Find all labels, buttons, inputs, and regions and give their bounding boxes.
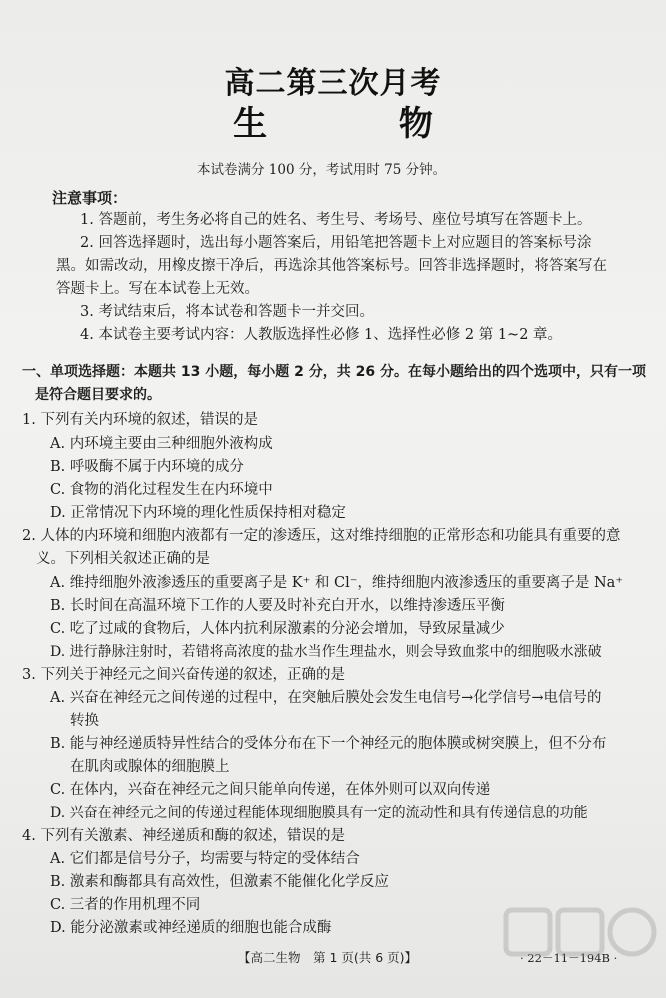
question-3-option-b-cont: 在肌肉或腺体的细胞膜上 [70,759,230,775]
question-4-option-b: B. 激素和酶都具有高效性，但激素不能催化化学反应 [50,874,389,890]
question-2-option-c: C. 吃了过咸的食物后，人体内抗利尿激素的分泌会增加，导致尿量减少 [50,621,505,637]
notice-heading: 注意事项： [52,189,128,207]
question-2-stem-cont: 义。下列相关叙述正确的是 [36,551,210,567]
page-footer: 【高二生物 第 1 页(共 6 页)】 [238,950,418,965]
notice-line: 黑。如需改动，用橡皮擦干净后，再选涂其他答案标号。回答非选择题时，将答案写在 [56,258,607,274]
notice-line: 1. 答题前，考生务必将自己的姓名、考生号、考场号、座位号填写在答题卡上。 [80,212,592,228]
question-1-option-d: D. 正常情况下内环境的理化性质保持相对稳定 [50,505,346,521]
question-3-option-c: C. 在体内，兴奋在神经元之间只能单向传递，在体外则可以双向传递 [50,782,491,798]
exam-info: 本试卷满分 100 分，考试用时 75 分钟。 [197,162,447,178]
question-1-option-a: A. 内环境主要由三种细胞外液构成 [50,436,273,452]
question-4-option-a: A. 它们都是信号分子，均需要与特定的受体结合 [50,851,360,867]
watermark-logo [500,900,660,970]
question-4-stem: 4. 下列有关激素、神经递质和酶的叙述，错误的是 [22,828,345,844]
question-3-option-b: B. 能与神经递质特异性结合的受体分布在下一个神经元的胞体膜或树突膜上，但不分布 [50,736,607,752]
section-heading: 一、单项选择题：本题共 13 小题，每小题 2 分，共 26 分。在每小题给出的四个选项中，只有一项 [22,364,646,380]
question-2-stem: 2. 人体的内环境和细胞内液都有一定的渗透压，这对维持细胞的正常形态和功能具有重要的意 [22,528,621,544]
subject-title: 生 物 [233,104,493,144]
question-4-option-c: C. 三者的作用机理不同 [50,897,201,913]
notice-line: 2. 回答选择题时，选出每小题答案后，用铅笔把答题卡上对应题目的答案标号涂 [80,235,592,251]
question-1-option-c: C. 食物的消化过程发生在内环境中 [50,482,273,498]
notice-line: 4. 本试卷主要考试内容：人教版选择性必修 1、选择性必修 2 第 1~2 章。 [80,327,563,343]
question-3-option-a-cont: 转换 [70,713,99,729]
watermark-icon [500,900,660,970]
question-2-option-a: A. 维持细胞外液渗透压的重要离子是 K⁺ 和 Cl⁻，维持细胞内液渗透压的重要离子是 Na⁺ [50,575,623,591]
question-3-option-d: D. 兴奋在神经元之间的传递过程能体现细胞膜具有一定的流动性和具有传递信息的功能 [50,805,588,821]
exam-title: 高二第三次月考 [224,66,442,101]
notice-line: 3. 考试结束后，将本试卷和答题卡一并交回。 [80,304,374,320]
question-3-stem: 3. 下列关于神经元之间兴奋传递的叙述，正确的是 [22,667,345,683]
section-heading-cont: 是符合题目要求的。 [35,387,161,403]
question-2-option-b: B. 长时间在高温环境下工作的人要及时补充白开水，以维持渗透压平衡 [50,598,505,614]
exam-code: · 22－11－194B · [520,951,618,965]
question-1-stem: 1. 下列有关内环境的叙述，错误的是 [22,412,258,428]
notice-line: 答题卡上。写在本试卷上无效。 [56,281,259,297]
question-2-option-d: D. 进行静脉注射时，若错将高浓度的盐水当作生理盐水，则会导致血浆中的细胞吸水涨破 [50,644,602,660]
question-3-option-a: A. 兴奋在神经元之间传递的过程中，在突触后膜处会发生电信号→化学信号→电信号的 [50,690,602,706]
question-4-option-d: D. 能分泌激素或神经递质的细胞也能合成酶 [50,920,332,936]
question-1-option-b: B. 呼吸酶不属于内环境的成分 [50,459,244,475]
